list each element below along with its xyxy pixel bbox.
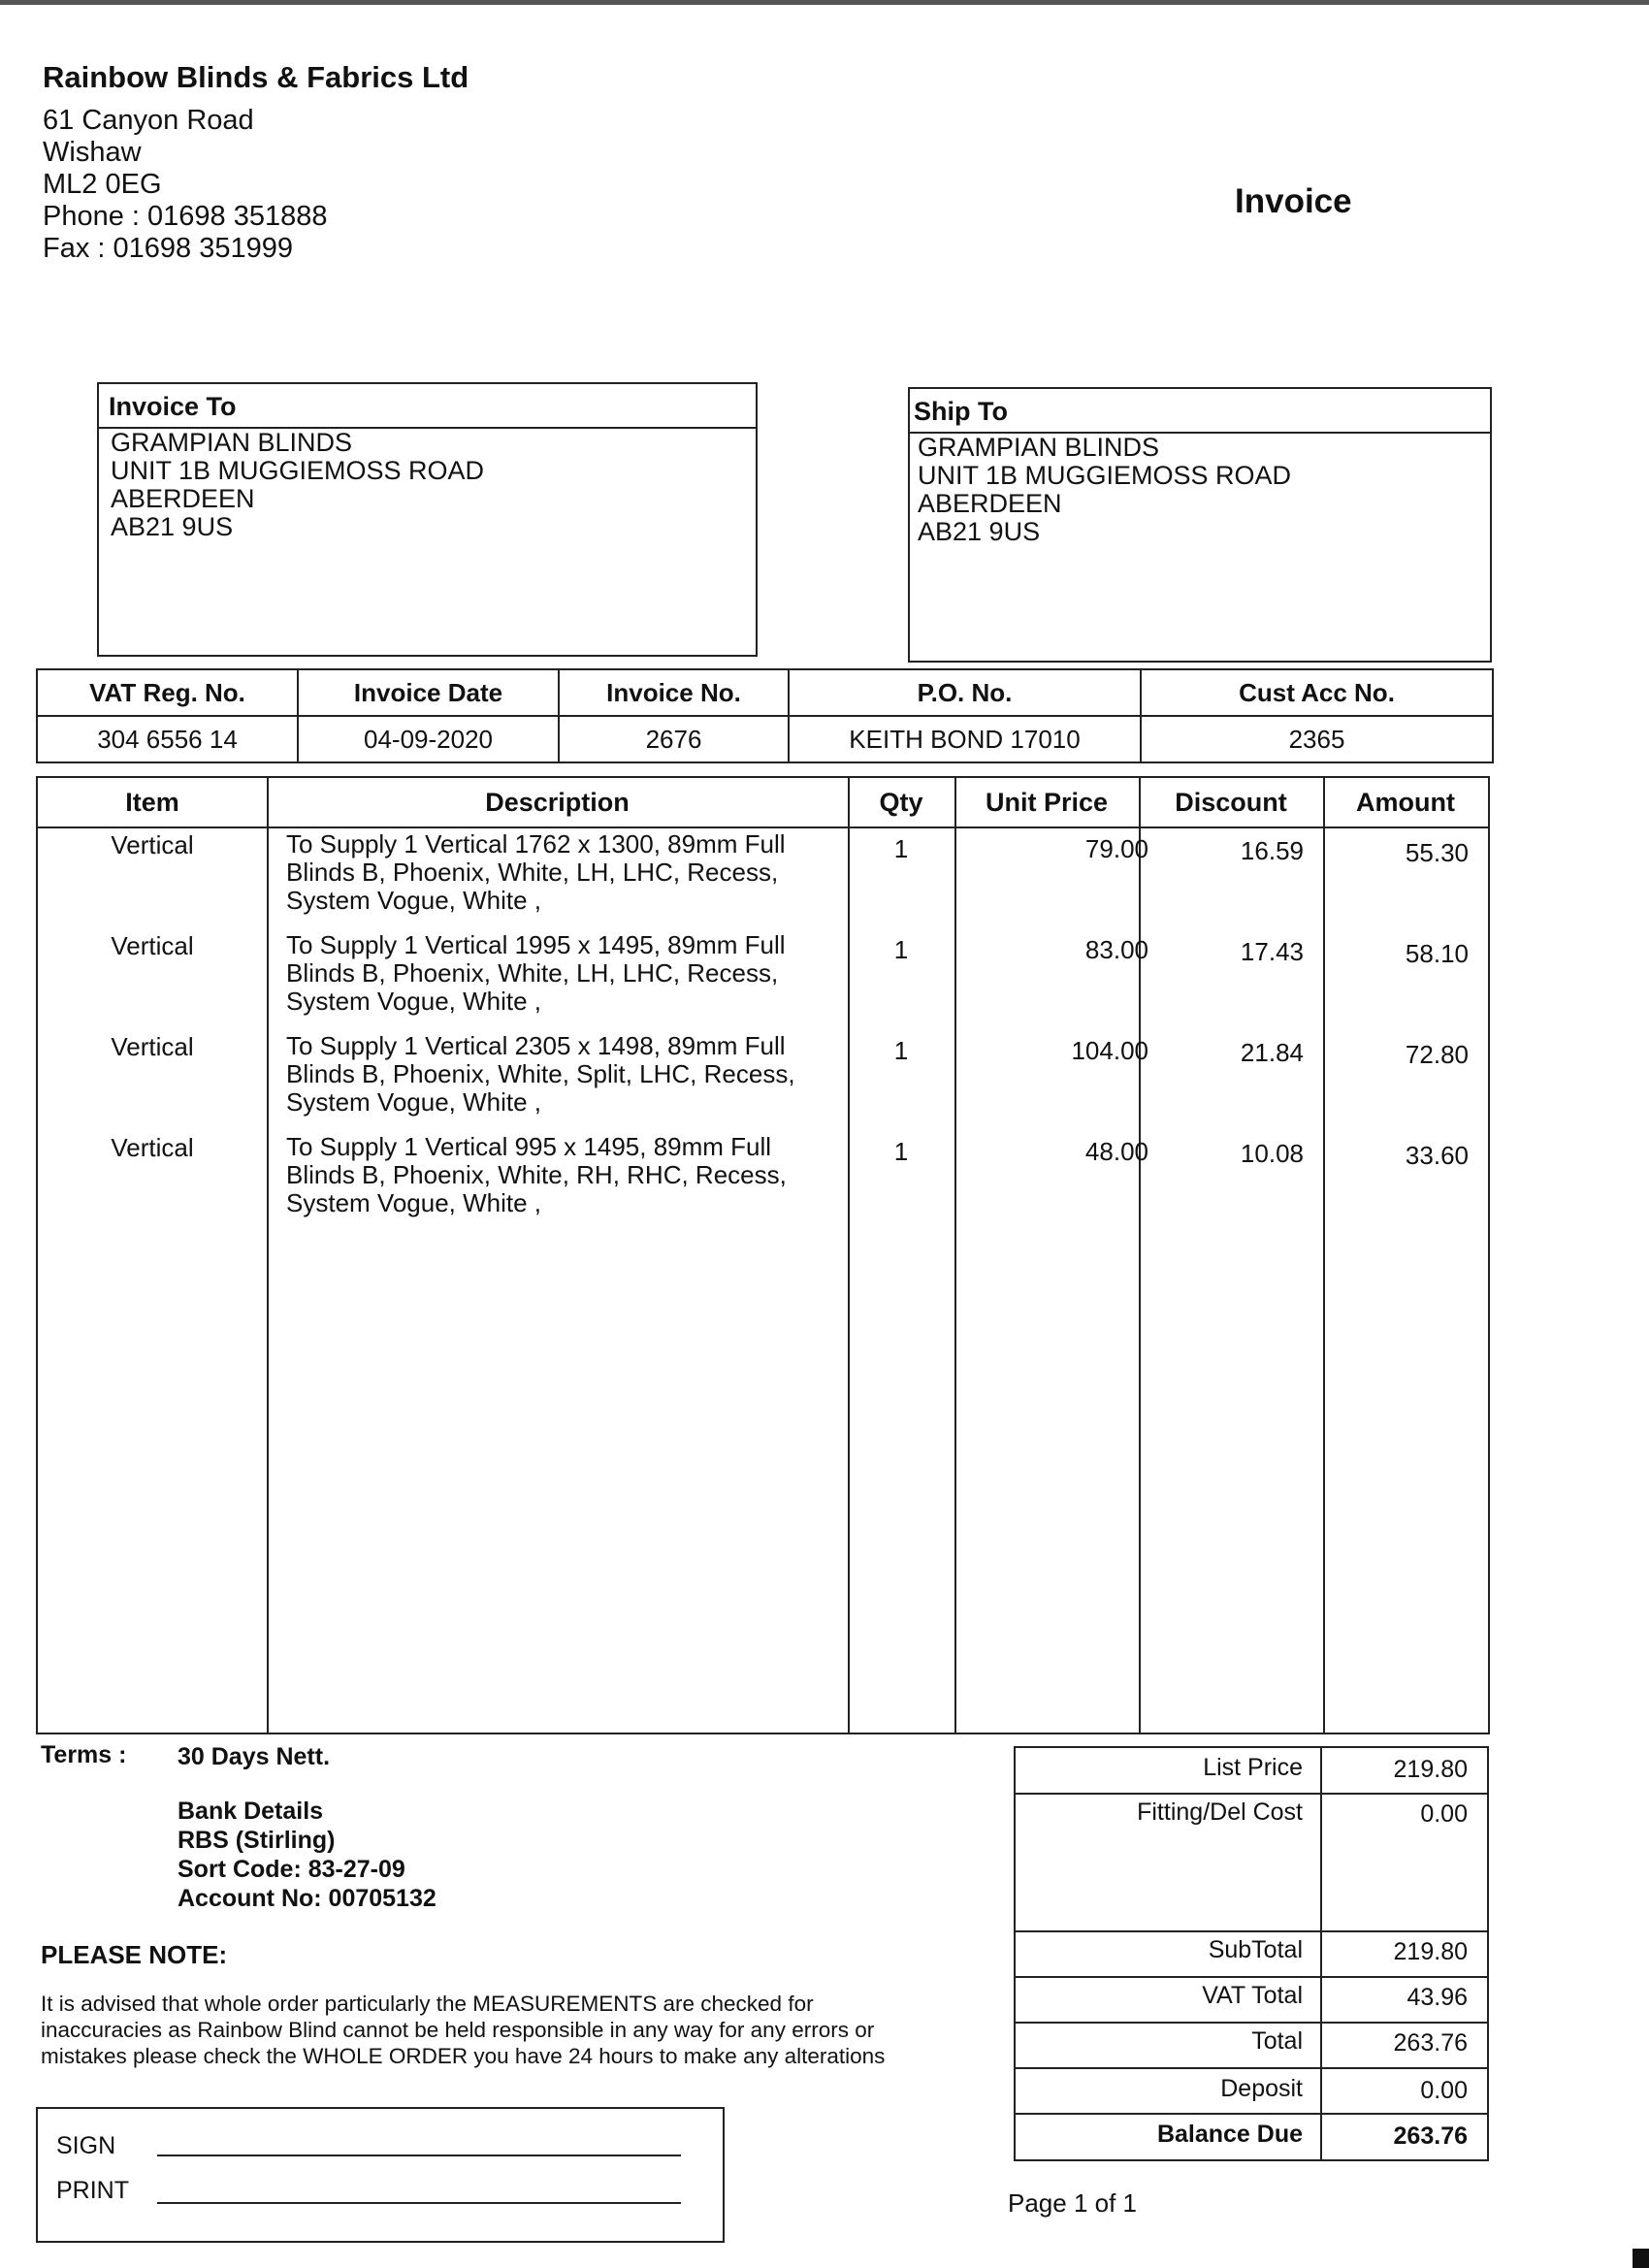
sign-label: SIGN [56, 2132, 116, 2159]
note-line: mistakes please check the WHOLE ORDER you have 24 hours to make any alterations [41, 2044, 886, 2068]
terms-value: 30 Days Nett. [178, 1743, 331, 1770]
discount-cell: 10.08 [1240, 1139, 1304, 1168]
description-cell [286, 1133, 868, 1217]
signature-box [36, 2107, 725, 2243]
company-address [43, 105, 328, 265]
amount-cell: 58.10 [1405, 939, 1469, 968]
totals-box [1014, 1746, 1489, 2161]
description-line: Blinds B, Phoenix, White, RH, RHC, Recess, [286, 1160, 787, 1189]
subtotal-row [1016, 1932, 1487, 1978]
invoice-date-header: Invoice Date [298, 669, 559, 716]
print-line[interactable] [157, 2202, 681, 2204]
amount-cell: 55.30 [1405, 838, 1469, 867]
address-line: AB21 9US [918, 517, 1041, 546]
po-no-header: P.O. No. [789, 669, 1141, 716]
unit-price-cell: 83.00 [1084, 935, 1148, 964]
table-row [38, 1032, 1488, 1133]
address-line: GRAMPIAN BLINDS [111, 428, 353, 457]
address-line: UNIT 1B MUGGIEMOSS ROAD [918, 461, 1292, 490]
invoice-to-address [99, 429, 756, 541]
address-line: ML2 0EG [43, 169, 162, 200]
description-line: Blinds B, Phoenix, White, LH, LHC, Recess, [286, 958, 779, 988]
note-text [41, 1991, 972, 2069]
company-phone: Phone : 01698 351888 [43, 201, 328, 232]
meta-header-row [37, 669, 1493, 716]
item-cell: Vertical [111, 1032, 194, 1061]
cust-acc-value: 2365 [1141, 716, 1493, 762]
ship-to-heading: Ship To [910, 389, 1490, 434]
document-title: Invoice [1235, 182, 1352, 220]
qty-cell: 1 [893, 1137, 909, 1166]
bank-name: RBS (Stirling) [178, 1827, 336, 1854]
unit-price-cell: 79.00 [1084, 834, 1148, 863]
address-line: GRAMPIAN BLINDS [918, 433, 1160, 462]
description-line: To Supply 1 Vertical 2305 x 1498, 89mm Full [286, 1031, 786, 1060]
description-line: To Supply 1 Vertical 1995 x 1495, 89mm Full [286, 930, 786, 959]
list-price-value: 219.80 [1393, 1756, 1468, 1783]
page-number: Page 1 of 1 [1008, 2188, 1137, 2218]
invoice-no-header: Invoice No. [559, 669, 789, 716]
balance-due-row [1016, 2115, 1487, 2159]
deposit-row [1016, 2069, 1487, 2115]
note-title: PLEASE NOTE: [41, 1940, 228, 1969]
address-line: UNIT 1B MUGGIEMOSS ROAD [111, 456, 485, 485]
address-line: AB21 9US [111, 512, 234, 541]
ship-to-address [910, 434, 1490, 546]
unit-price-cell: 104.00 [1071, 1036, 1148, 1065]
note-line: It is advised that whole order particularly the MEASUREMENTS are checked for [41, 1992, 814, 2016]
subtotal-label: SubTotal [1208, 1936, 1303, 1963]
unit-price-header: Unit Price [985, 788, 1109, 817]
description-line: Blinds B, Phoenix, White, LH, LHC, Recess, [286, 858, 779, 887]
total-label: Total [1251, 2027, 1303, 2055]
sign-line[interactable] [157, 2155, 681, 2156]
item-cell: Vertical [111, 830, 194, 859]
description-line: System Vogue, White , [286, 1087, 542, 1117]
discount-cell: 21.84 [1240, 1038, 1304, 1067]
amount-cell: 72.80 [1405, 1040, 1469, 1069]
fitting-value: 0.00 [1420, 1800, 1468, 1828]
bank-title: Bank Details [178, 1798, 324, 1825]
description-cell [286, 931, 868, 1016]
vat-total-row [1016, 1978, 1487, 2024]
company-fax: Fax : 01698 351999 [43, 233, 293, 264]
items-header-row [38, 778, 1488, 828]
unit-price-cell: 48.00 [1084, 1137, 1148, 1166]
deposit-value: 0.00 [1420, 2077, 1468, 2104]
balance-due-value: 263.76 [1393, 2122, 1468, 2150]
scan-corner-mark [1633, 2249, 1649, 2268]
item-cell: Vertical [111, 931, 194, 960]
bank-details [178, 1797, 436, 1913]
amount-header: Amount [1356, 788, 1455, 817]
deposit-label: Deposit [1220, 2075, 1303, 2102]
item-header: Item [125, 788, 179, 817]
table-row [38, 1133, 1488, 1234]
description-line: To Supply 1 Vertical 995 x 1495, 89mm Full [286, 1132, 772, 1161]
discount-header: Discount [1175, 788, 1287, 817]
invoice-to-box [97, 382, 758, 657]
vat-total-value: 43.96 [1406, 1984, 1468, 2011]
vat-reg-value: 304 6556 14 [37, 716, 298, 762]
ship-to-box [908, 387, 1492, 663]
account-number: Account No: 00705132 [178, 1885, 436, 1912]
fitting-row [1016, 1795, 1487, 1932]
print-label: PRINT [56, 2177, 129, 2204]
scan-edge [0, 0, 1649, 5]
item-cell: Vertical [111, 1133, 194, 1162]
amount-cell: 33.60 [1405, 1141, 1469, 1170]
company-name: Rainbow Blinds & Fabrics Ltd [43, 60, 469, 94]
list-price-row [1016, 1748, 1487, 1795]
description-line: To Supply 1 Vertical 1762 x 1300, 89mm Full [286, 829, 786, 859]
total-value: 263.76 [1393, 2029, 1468, 2057]
line-items-table [36, 776, 1490, 1734]
qty-cell: 1 [893, 935, 909, 964]
description-line: Blinds B, Phoenix, White, Split, LHC, Recess, [286, 1059, 795, 1088]
address-line: ABERDEEN [111, 484, 255, 513]
note-line: inaccuracies as Rainbow Blind cannot be held responsible in any way for any errors or [41, 2018, 875, 2042]
address-line: Wishaw [43, 137, 142, 168]
fitting-label: Fitting/Del Cost [1137, 1798, 1303, 1826]
qty-cell: 1 [893, 1036, 909, 1065]
list-price-label: List Price [1203, 1754, 1303, 1781]
balance-due-label: Balance Due [1156, 2121, 1303, 2148]
cust-acc-header: Cust Acc No. [1141, 669, 1493, 716]
description-line: System Vogue, White , [286, 886, 542, 915]
po-no-value: KEITH BOND 17010 [789, 716, 1141, 762]
meta-value-row [37, 716, 1493, 762]
invoice-no-value: 2676 [559, 716, 789, 762]
address-line: ABERDEEN [918, 489, 1062, 518]
qty-header: Qty [879, 788, 923, 817]
discount-cell: 17.43 [1240, 937, 1304, 966]
description-line: System Vogue, White , [286, 987, 542, 1016]
description-line: System Vogue, White , [286, 1188, 542, 1217]
terms-label: Terms : [41, 1741, 127, 1768]
invoice-date-value: 04-09-2020 [298, 716, 559, 762]
qty-cell: 1 [893, 834, 909, 863]
discount-cell: 16.59 [1240, 836, 1304, 865]
description-cell [286, 1032, 868, 1117]
table-row [38, 931, 1488, 1032]
address-line: 61 Canyon Road [43, 105, 254, 136]
vat-reg-header: VAT Reg. No. [37, 669, 298, 716]
sort-code: Sort Code: 83-27-09 [178, 1856, 405, 1883]
subtotal-value: 219.80 [1393, 1938, 1468, 1965]
vat-total-label: VAT Total [1202, 1982, 1303, 2009]
total-row [1016, 2024, 1487, 2069]
description-cell [286, 830, 868, 915]
invoice-meta-table [36, 668, 1494, 763]
invoice-to-heading: Invoice To [99, 384, 756, 429]
description-header: Description [485, 788, 630, 817]
table-row [38, 830, 1488, 931]
